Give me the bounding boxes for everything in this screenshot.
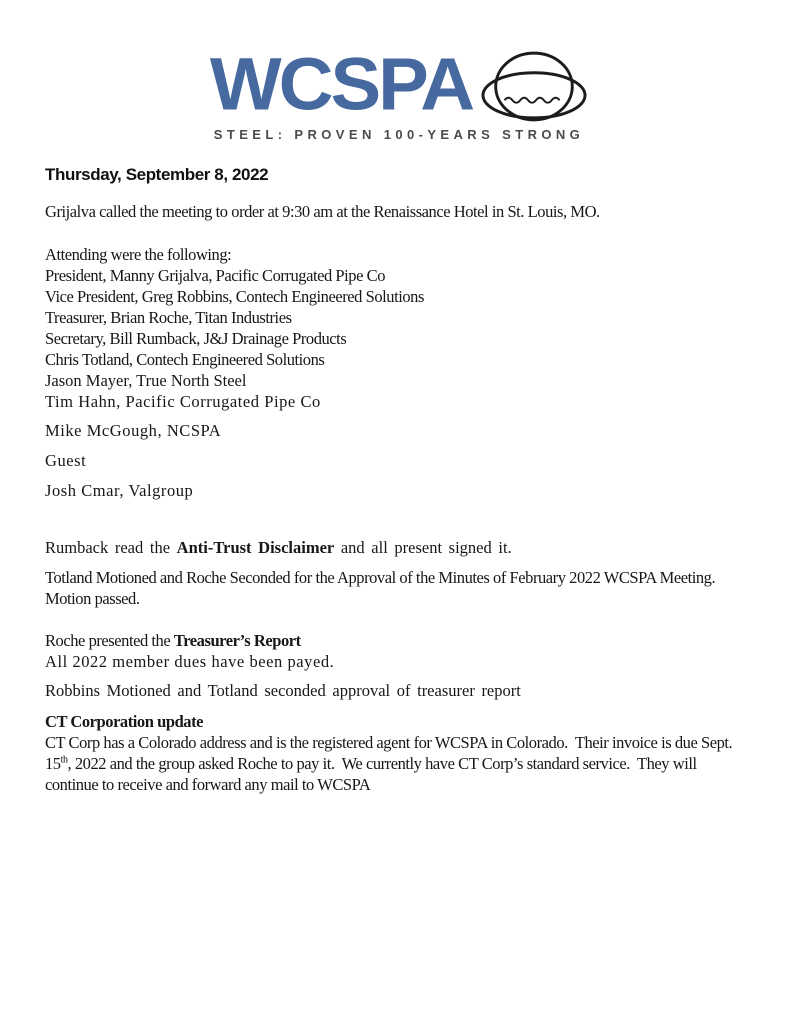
attendees-heading: Attending were the following: bbox=[45, 245, 232, 264]
attendee-line: Chris Totland, Contech Engineered Solutions bbox=[45, 350, 325, 369]
attendee-line: Secretary, Bill Rumback, J&J Drainage Products bbox=[45, 329, 347, 348]
logo-wordmark: WCSPA bbox=[209, 42, 473, 127]
ct-corporation-heading-text: CT Corporation update bbox=[45, 712, 204, 731]
logo bbox=[45, 0, 753, 142]
treasurer-section bbox=[45, 630, 753, 672]
treasurer-text-pre: Roche presented the bbox=[45, 631, 174, 650]
antitrust-text-post: and all present signed it. bbox=[334, 538, 512, 557]
minutes-approval-paragraph: Totland Motioned and Roche Seconded for the Approval of the Minutes of February 2022 WCSPA Meeting. Motion passed. bbox=[45, 568, 723, 608]
treasurer-report-line bbox=[45, 630, 753, 651]
ct-corporation-section bbox=[45, 711, 753, 795]
culvert-pipe-icon bbox=[480, 48, 588, 122]
ct-body-pre: CT Corp has a Colorado address and is the registered agent for WCSPA in Colorado. Their invoice is due Sept. 15 bbox=[45, 733, 736, 773]
attendee-line: Mike McGough, NCSPA bbox=[45, 421, 222, 440]
logo-tagline: STEEL: PROVEN 100-YEARS STRONG bbox=[213, 127, 585, 142]
meeting-minutes bbox=[45, 164, 753, 795]
logo-row bbox=[209, 42, 588, 127]
antitrust-paragraph bbox=[45, 537, 753, 558]
antitrust-text-pre: Rumback read the bbox=[45, 538, 177, 557]
attendee-line: Vice President, Greg Robbins, Contech Engineered Solutions bbox=[45, 287, 424, 306]
attendee-line: President, Manny Grijalva, Pacific Corrugated Pipe Co bbox=[45, 266, 385, 285]
attendee-line: Tim Hahn, Pacific Corrugated Pipe Co bbox=[45, 392, 321, 411]
antitrust-disclaimer-title: Anti-Trust Disclaimer bbox=[176, 538, 335, 557]
dues-paid-line: All 2022 member dues have been payed. bbox=[45, 652, 335, 671]
opening-paragraph: Grijalva called the meeting to order at 9:30 am at the Renaissance Hotel in St. Louis, MO. bbox=[45, 202, 600, 221]
attendee-line: Guest bbox=[45, 451, 87, 470]
treasurer-report-title: Treasurer’s Report bbox=[173, 631, 301, 650]
attendee-line: Treasurer, Brian Roche, Titan Industries bbox=[45, 308, 292, 327]
meeting-date: Thursday, September 8, 2022 bbox=[45, 165, 269, 184]
attendee-line: Jason Mayer, True North Steel bbox=[45, 371, 247, 390]
ct-body-superscript: th bbox=[60, 754, 68, 766]
ct-corporation-heading bbox=[45, 711, 753, 732]
attendee-line: Josh Cmar, Valgroup bbox=[45, 481, 194, 500]
ct-corporation-body bbox=[45, 732, 753, 795]
treasurer-approval-paragraph: Robbins Motioned and Totland seconded approval of treasurer report bbox=[45, 681, 521, 700]
ct-body-post: , 2022 and the group asked Roche to pay it. We currently have CT Corp’s standard service. They will continue to receive and forward any mail to WCSPA bbox=[45, 754, 701, 794]
attendees-section bbox=[45, 244, 753, 501]
